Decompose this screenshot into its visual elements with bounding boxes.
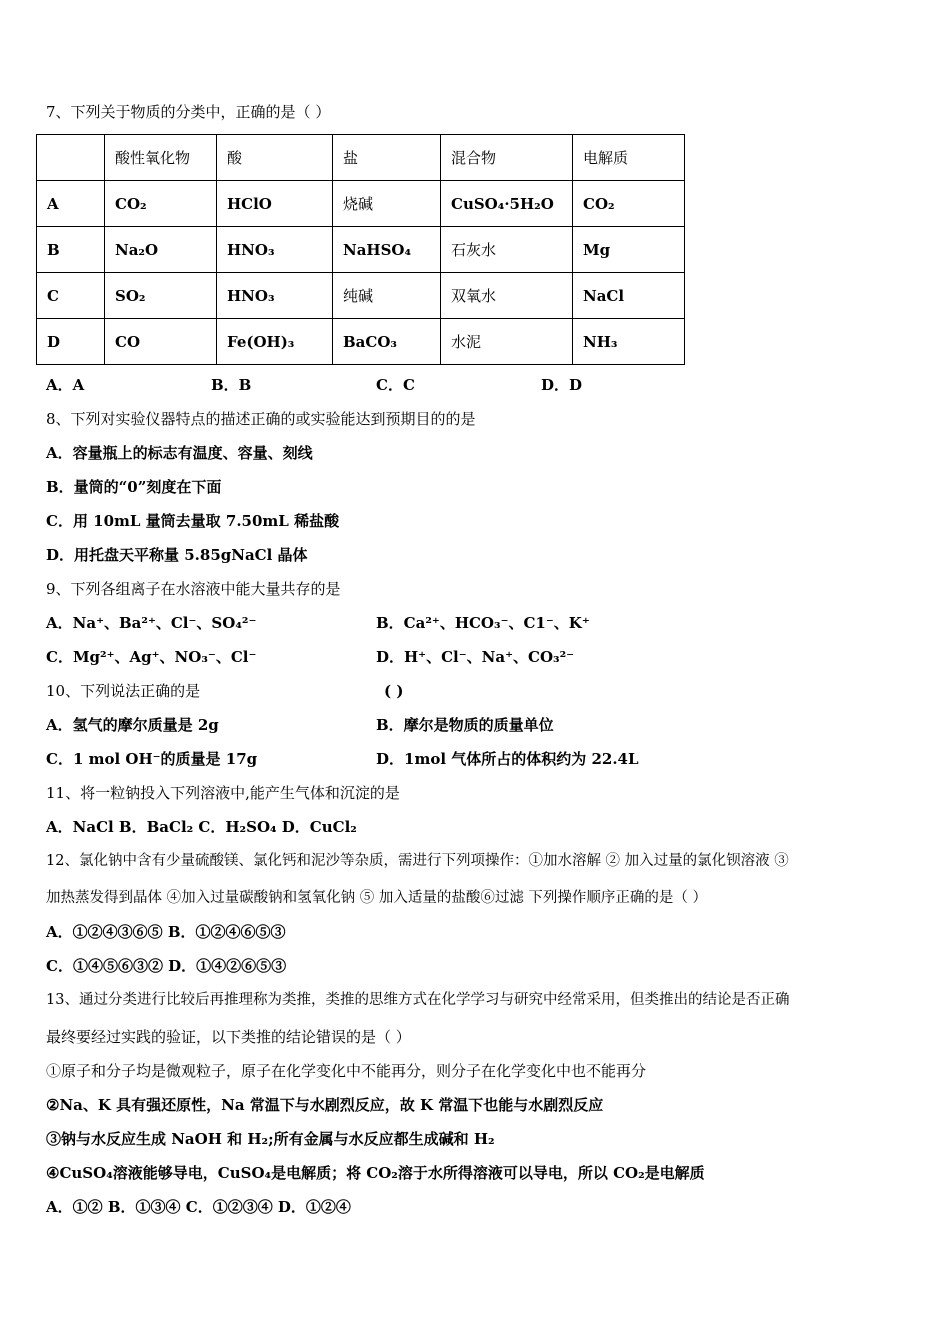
table-cell: Fe(OH)₃ bbox=[217, 319, 333, 365]
q9-option-c: C．Mg²⁺、Ag⁺、NO₃⁻、Cl⁻ bbox=[46, 648, 257, 666]
table-header-cell: 酸 bbox=[217, 135, 333, 181]
q12-stem-line1: 12、氯化钠中含有少量硫酸镁、氯化钙和泥沙等杂质，需进行下列项操作：①加水溶解 ② 加入过量的氯化钡溶液 ③ bbox=[46, 853, 789, 869]
table-cell: 石灰水 bbox=[441, 227, 573, 273]
table-cell: BaCO₃ bbox=[333, 319, 441, 365]
q9-option-b: B．Ca²⁺、HCO₃⁻、C1⁻、K⁺ bbox=[376, 614, 590, 632]
q7-option-b: B．B bbox=[211, 376, 252, 394]
q12-options-line1: A．①②④③⑥⑤ B．①②④⑥⑤③ bbox=[46, 923, 286, 941]
q12-stem-line2: 加热蒸发得到晶体 ④加入过量碳酸钠和氢氧化钠 ⑤ 加入适量的盐酸⑥过滤 下列操作顺序正确的是（ ） bbox=[46, 890, 708, 906]
table-row bbox=[37, 319, 685, 365]
table-cell: 双氧水 bbox=[441, 273, 573, 319]
table-cell: 纯碱 bbox=[333, 273, 441, 319]
table-row bbox=[37, 273, 685, 319]
q13-options: A．①② B．①③④ C．①②③④ D．①②④ bbox=[46, 1198, 351, 1216]
table-cell: HClO bbox=[217, 181, 333, 227]
q11-stem: 11、将一粒钠投入下列溶液中,能产生气体和沉淀的是 bbox=[46, 784, 400, 802]
q10-option-c: C．1 mol OH⁻的质量是 17g bbox=[46, 750, 258, 768]
q7-stem: 7、下列关于物质的分类中，正确的是（ ） bbox=[46, 103, 331, 121]
table-cell: CO bbox=[105, 319, 217, 365]
table-cell: NaCl bbox=[573, 273, 685, 319]
q13-item-1: ①原子和分子均是微观粒子，原子在化学变化中不能再分，则分子在化学变化中也不能再分 bbox=[46, 1062, 647, 1080]
q8-option-d: D．用托盘天平称量 5.85gNaCl 晶体 bbox=[46, 546, 308, 564]
row-label: B bbox=[37, 227, 105, 273]
table-cell: CuSO₄·5H₂O bbox=[441, 181, 573, 227]
q9-option-a: A．Na⁺、Ba²⁺、Cl⁻、SO₄²⁻ bbox=[46, 614, 257, 632]
table-cell: NaHSO₄ bbox=[333, 227, 441, 273]
q8-option-c: C．用 10mL 量筒去量取 7.50mL 稀盐酸 bbox=[46, 512, 340, 530]
row-label: C bbox=[37, 273, 105, 319]
q9-option-d: D．H⁺、Cl⁻、Na⁺、CO₃²⁻ bbox=[376, 648, 575, 666]
q13-item-3: ③钠与水反应生成 NaOH 和 H₂;所有金属与水反应都生成碱和 H₂ bbox=[46, 1130, 495, 1148]
table-row bbox=[37, 227, 685, 273]
q8-option-a: A．容量瓶上的标志有温度、容量、刻线 bbox=[46, 444, 313, 462]
table-cell: CO₂ bbox=[573, 181, 685, 227]
q10-option-a: A．氢气的摩尔质量是 2g bbox=[46, 716, 219, 734]
q7-classification-table bbox=[36, 134, 685, 365]
q10-option-b: B．摩尔是物质的质量单位 bbox=[376, 716, 554, 734]
q13-item-4: ④CuSO₄溶液能够导电，CuSO₄是电解质；将 CO₂溶于水所得溶液可以导电，所以 CO₂是电解质 bbox=[46, 1164, 705, 1182]
table-header-cell bbox=[37, 135, 105, 181]
table-cell: Na₂O bbox=[105, 227, 217, 273]
q13-item-2: ②Na、K 具有强还原性，Na 常温下与水剧烈反应，故 K 常温下也能与水剧烈反应 bbox=[46, 1096, 604, 1114]
table-cell: HNO₃ bbox=[217, 227, 333, 273]
q7-option-d: D．D bbox=[541, 376, 583, 394]
table-cell: 水泥 bbox=[441, 319, 573, 365]
q13-stem-line1: 13、通过分类进行比较后再推理称为类推，类推的思维方式在化学学习与研究中经常采用，但类推出的结论是否正确 bbox=[46, 992, 790, 1008]
q8-stem: 8、下列对实验仪器特点的描述正确的或实验能达到预期目的的是 bbox=[46, 410, 476, 428]
table-header-cell: 盐 bbox=[333, 135, 441, 181]
q8-option-b: B．量筒的“0”刻度在下面 bbox=[46, 478, 222, 496]
table-header-cell: 酸性氧化物 bbox=[105, 135, 217, 181]
q10-answer-paren: ( ) bbox=[384, 682, 404, 700]
q9-stem: 9、下列各组离子在水溶液中能大量共存的是 bbox=[46, 580, 341, 598]
row-label: D bbox=[37, 319, 105, 365]
q10-stem: 10、下列说法正确的是 bbox=[46, 682, 201, 700]
q12-options-line2: C．①④⑤⑥③② D．①④②⑥⑤③ bbox=[46, 957, 287, 975]
table-cell: HNO₃ bbox=[217, 273, 333, 319]
table-cell: NH₃ bbox=[573, 319, 685, 365]
q7-option-a: A．A bbox=[46, 376, 85, 394]
table-header-cell: 电解质 bbox=[573, 135, 685, 181]
q10-option-d: D．1mol 气体所占的体积约为 22.4L bbox=[376, 750, 639, 768]
q7-option-c: C．C bbox=[376, 376, 415, 394]
row-label: A bbox=[37, 181, 105, 227]
table-cell: CO₂ bbox=[105, 181, 217, 227]
table-cell: Mg bbox=[573, 227, 685, 273]
table-cell: 烧碱 bbox=[333, 181, 441, 227]
q11-options: A．NaCl B．BaCl₂ C．H₂SO₄ D．CuCl₂ bbox=[46, 818, 357, 836]
table-header-cell: 混合物 bbox=[441, 135, 573, 181]
table-header-row bbox=[37, 135, 685, 181]
table-row bbox=[37, 181, 685, 227]
table-cell: SO₂ bbox=[105, 273, 217, 319]
q13-stem-line2: 最终要经过实践的验证，以下类推的结论错误的是（ ） bbox=[46, 1028, 411, 1046]
